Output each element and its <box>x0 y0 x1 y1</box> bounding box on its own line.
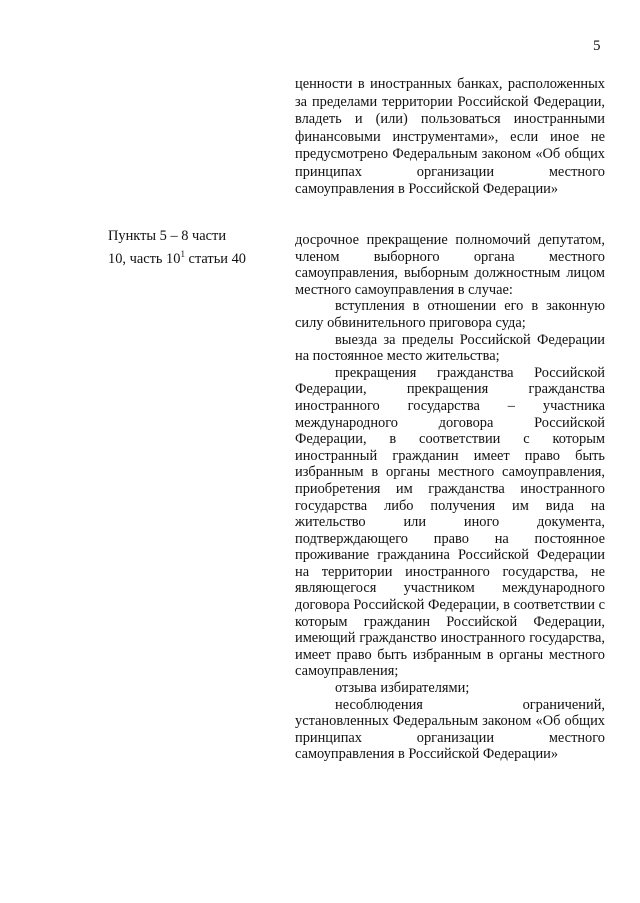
main-item: выезда за пределы Российской Федерации на постоянное место жительства; <box>295 331 605 365</box>
reference-line-2-suffix: статьи 40 <box>184 250 246 267</box>
reference-superscript: 1 <box>180 248 185 259</box>
intro-paragraph: ценности в иностранных банках, расположенных за пределами территории Российской Федерации, владеть и (или) пользоваться иностранными финансовыми инструментами», если иное не предусмотрено Федеральным законом «Об общих принципах организации местного самоуправления в Российской Федерации» <box>295 76 605 197</box>
main-item: отзыва избирателями; <box>335 680 470 697</box>
reference-line-2 <box>108 246 283 268</box>
page-number: 5 <box>593 38 601 54</box>
reference-note <box>108 228 283 268</box>
main-item: вступления в отношении его в законную силу обвинительного приговора суда; <box>295 298 605 331</box>
reference-line-1: Пункты 5 – 8 части <box>108 228 227 244</box>
main-item: несоблюдения ограничений, установленных Федеральным законом «Об общих принципах организации местного самоуправления в Российской Федерации» <box>295 696 605 763</box>
main-item: прекращения гражданства Российской Федерации, прекращения гражданства иностранного государства – участника международного договора Российской Федерации, в соответствии с которым иностранный гражданин имеет право быть избранным в органы местного самоуправления, приобретения им гражданства иностранного государства либо получения им вида на жительство или иного документа, подтверждающего право на постоянное проживание гражданина Российской Федерации на территории иностранного государства, не являющегося участником международного договора Российской Федерации, в соответствии с которым гражданин Российской Федерации, имеющий гражданство иностранного государства, имеет право быть избранным в органы местного самоуправления; <box>295 364 605 680</box>
main-lead: досрочное прекращение полномочий депутатом, членом выборного органа местного самоуправления, выборным должностным лицом местного самоуправления в случае: <box>295 232 605 298</box>
intro-block <box>295 76 605 199</box>
reference-line-2-prefix: 10, часть 10 <box>108 250 181 267</box>
main-block <box>295 232 605 763</box>
